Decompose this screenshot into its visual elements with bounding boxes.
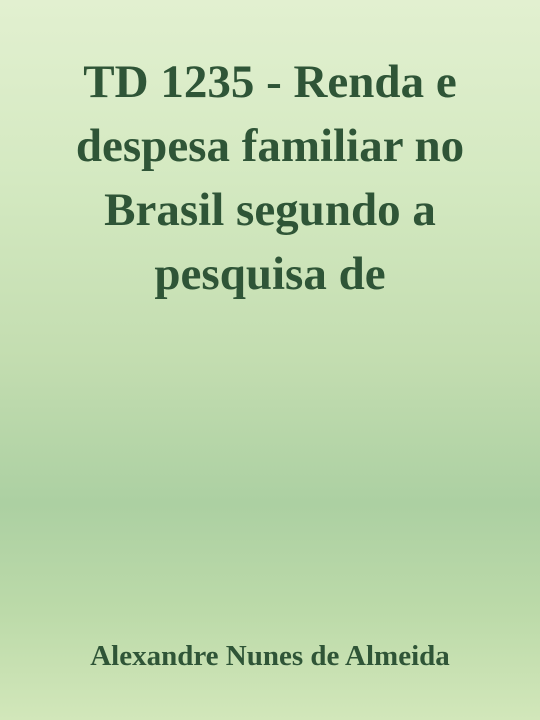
book-author: Alexandre Nunes de Almeida bbox=[90, 640, 450, 672]
book-title: TD 1235 - Renda e despesa familiar no Brasil segundo a pesquisa de bbox=[75, 56, 465, 300]
